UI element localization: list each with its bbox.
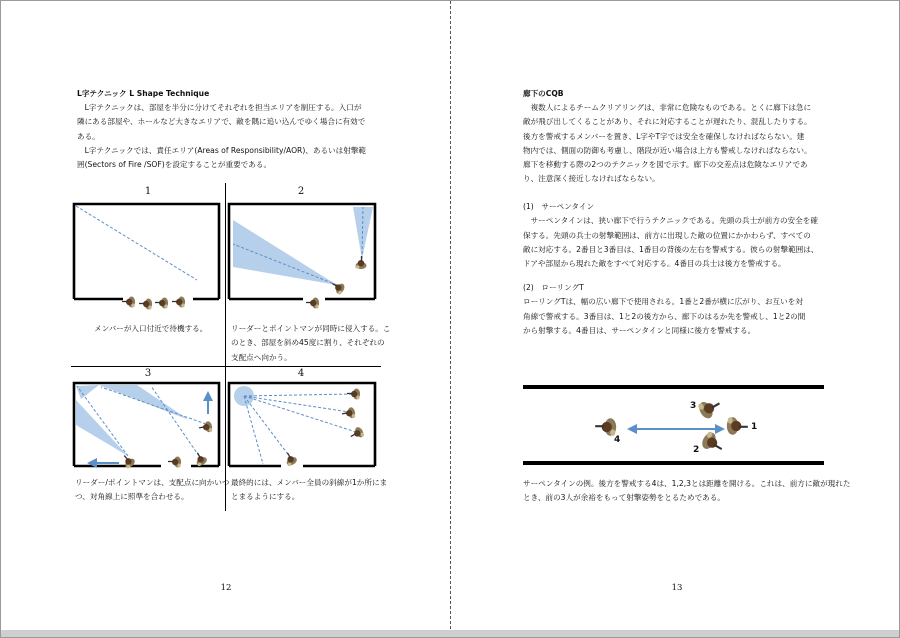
body-line: L字テクニックは、部屋を半分に分けてそれぞれを担当エリアを制圧する。入口が [77, 103, 362, 112]
aim-line [244, 396, 349, 412]
body-line: り、注意深く接近しなければならない。 [523, 174, 660, 184]
soldier-label-1: 1 [751, 422, 758, 432]
aim-line [76, 206, 197, 280]
aim-line [244, 396, 356, 432]
caption-line: サーペンタインの例。後方を警戒する4は、1,2,3とは距離を開ける。これは、前方に敵が現れた [523, 479, 851, 488]
right-page-number: 13 [671, 583, 683, 593]
soldier-label-3: 3 [690, 401, 697, 411]
panel-1-illustration [74, 204, 219, 310]
soldier-figure [306, 298, 319, 309]
soldier-figure [341, 407, 356, 420]
body-line: ローリングTは、幅の広い廊下で使用される。1番と2番が横に広がり、お互いを対 [523, 297, 803, 307]
aim-line [244, 396, 290, 457]
body-line: 廊下を移動する際の2つのテクニックを図で示す。廊下の交差点は危険なエリアであ [523, 160, 808, 170]
body-line: 角線で警戒する。3番目は、1と2の後方から、廊下のはるか先を警戒し、1と2の間 [523, 311, 806, 321]
body-line: 隣にある部屋や、ホールなど大きなエリアで、敵を隅に追い込んでゆく場合に有効で [77, 117, 366, 127]
corridor-wall [523, 385, 824, 389]
body-line: ある。 [77, 131, 100, 141]
caption-line: メンバーが入口付近で待機する。 [94, 324, 208, 333]
body-line: L字テクニックでは、責任エリア(Areas of Responsibility/AOR)、あるいは射撃範 [77, 145, 367, 155]
left-page-number: 12 [220, 583, 232, 593]
soldier-figure [168, 457, 181, 468]
left-heading: L字テクニック L Shape Technique [77, 89, 210, 98]
section-title: (1) サーペンタイン [523, 202, 595, 211]
soldier-figure [347, 389, 360, 400]
right-heading: 廊下のCQB [523, 89, 564, 98]
body-line: 後方を警戒するメンバーを置き、L字やT字では安全を確保しなければならない。建 [523, 131, 805, 141]
caption-line: 支配点へ向かう。 [231, 352, 292, 362]
soldier-figure [595, 418, 616, 436]
room-wall [74, 204, 219, 299]
soldier-figure [172, 297, 185, 308]
soldier-figure [727, 417, 748, 435]
serpentine-diagram [523, 385, 824, 465]
soldier-figure [198, 421, 213, 434]
soldier-label-2: 2 [693, 445, 700, 455]
aim-line [101, 387, 206, 424]
caption-line: リーダーとポイントマンが同時に侵入する。こ [231, 324, 391, 333]
soldier-figure [348, 426, 365, 442]
page-fold-divider [450, 1, 451, 638]
section-title: (2) ローリングT [523, 283, 584, 292]
caption-line: リーダー/ポイントマンは、支配点に向かいつ [75, 478, 230, 487]
soldier-figure [356, 256, 367, 269]
caption-line: 最終的には、メンバー全員の斜線が1か所にま [231, 478, 388, 487]
body-line: 敵が飛び出してくることがあり、それに対応することが遅れたり、混乱したりする。 [523, 117, 812, 127]
caption-line: つ、対角線上に照準を合わせる。 [75, 492, 189, 502]
body-line: 物内では、側面の防御も考慮し、階段が近い場合は上方も警戒しなければならない。 [523, 145, 812, 155]
caption-line: のとき、部屋を斜め45度に割り、それぞれの [231, 338, 385, 348]
body-line: 保する。先頭の兵士の射撃範囲は、前方に出現した敵の位置にかかわらず、すべての [523, 230, 811, 240]
soldier-figure [329, 279, 346, 295]
caption-line: とまるようにする。 [231, 492, 300, 502]
soldier-figure [139, 299, 152, 310]
panel-3-illustration [74, 383, 219, 469]
soldier-figure [122, 297, 135, 308]
soldier-figure [697, 395, 724, 421]
sector-of-fire [76, 400, 128, 456]
body-line: 敵に対応する。2番目と3番目は、1番目の背後の左右を警戒する。彼らの射撃範囲は、 [523, 244, 819, 254]
soldier-figure [192, 450, 208, 467]
sector-of-fire [76, 385, 99, 399]
panel-3-number: 3 [144, 368, 152, 379]
body-line: から射撃する。4番目は、サーペンタインと同様に後方を警戒する。 [523, 325, 756, 335]
viewer-bottom-edge [1, 630, 900, 638]
caption-line: とき、前の3人が余裕をもって射撃姿勢をとるためである。 [523, 493, 725, 503]
soldier-figure [282, 450, 298, 467]
panel-4-number: 4 [297, 368, 305, 379]
aim-line [151, 386, 199, 456]
panel-4-illustration [229, 383, 375, 467]
panel-2-number: 2 [297, 186, 305, 197]
panel-2-illustration [229, 204, 375, 309]
aim-line [244, 394, 353, 396]
body-line: 囲(Sectors of Fire /SOF)を設定することが重要である。 [77, 160, 272, 170]
soldier-figure [700, 430, 727, 456]
soldier-figure [155, 298, 168, 309]
panel-1-number: 1 [144, 186, 152, 197]
sector-of-fire [233, 220, 337, 285]
body-line: サーペンタインは、狭い廊下で行うテクニックである。先頭の兵士が前方の安全を確 [523, 216, 818, 226]
soldier-label-4: 4 [614, 435, 621, 445]
corridor-wall [523, 461, 824, 465]
body-line: ドアや部屋から現れた敵をすべて対応する。4番目の兵士は後方を警戒する。 [523, 259, 786, 269]
body-line: 複数人によるチームクリアリングは、非常に危険なものである。とくに廊下は急に [523, 103, 812, 112]
aim-line [244, 396, 263, 464]
